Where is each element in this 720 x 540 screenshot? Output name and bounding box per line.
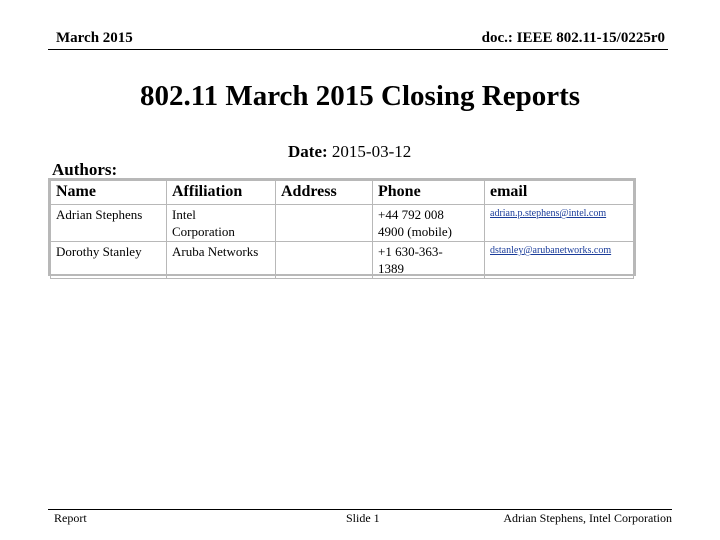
header-date: March 2015 xyxy=(56,30,133,46)
author-phone xyxy=(373,205,485,242)
authors-table xyxy=(48,178,636,276)
author-name: Adrian Stephens xyxy=(51,205,167,242)
column-header-name: Name xyxy=(51,181,167,205)
date-line xyxy=(288,142,411,162)
author-address xyxy=(276,205,373,242)
header-divider xyxy=(48,49,668,50)
author-affiliation xyxy=(167,242,276,279)
affiliation-line: Corporation xyxy=(172,224,235,239)
phone-line: +44 792 008 xyxy=(378,207,444,222)
column-header-email: email xyxy=(485,181,634,205)
column-header-address: Address xyxy=(276,181,373,205)
author-affiliation xyxy=(167,205,276,242)
affiliation-line: Intel xyxy=(172,207,196,222)
table-row xyxy=(51,205,634,242)
date-label: Date: xyxy=(288,142,328,161)
footer-left: Report xyxy=(54,511,87,525)
slide-number: Slide 1 xyxy=(346,511,380,525)
affiliation-line: Aruba Networks xyxy=(172,244,259,259)
date-value: 2015-03-12 xyxy=(331,142,412,161)
author-address xyxy=(276,242,373,279)
author-phone xyxy=(373,242,485,279)
phone-line: +1 630-363- xyxy=(378,244,443,259)
footer-author: Adrian Stephens, Intel Corporation xyxy=(503,511,672,525)
phone-line: 4900 (mobile) xyxy=(378,224,453,239)
authors-label: Authors: xyxy=(52,160,118,179)
author-email-link[interactable]: dstanley@arubanetworks.com xyxy=(485,242,634,279)
author-email-link[interactable]: adrian.p.stephens@intel.com xyxy=(485,205,634,242)
table-row xyxy=(51,242,634,279)
table-header-row xyxy=(51,181,634,205)
phone-line: 1389 xyxy=(378,261,404,276)
column-header-phone: Phone xyxy=(373,181,485,205)
column-header-affiliation: Affiliation xyxy=(167,181,276,205)
header-doc-id: doc.: IEEE 802.11-15/0225r0 xyxy=(481,30,665,46)
footer-divider xyxy=(48,509,672,510)
slide-title: 802.11 March 2015 Closing Reports xyxy=(139,80,581,112)
author-name: Dorothy Stanley xyxy=(51,242,167,279)
